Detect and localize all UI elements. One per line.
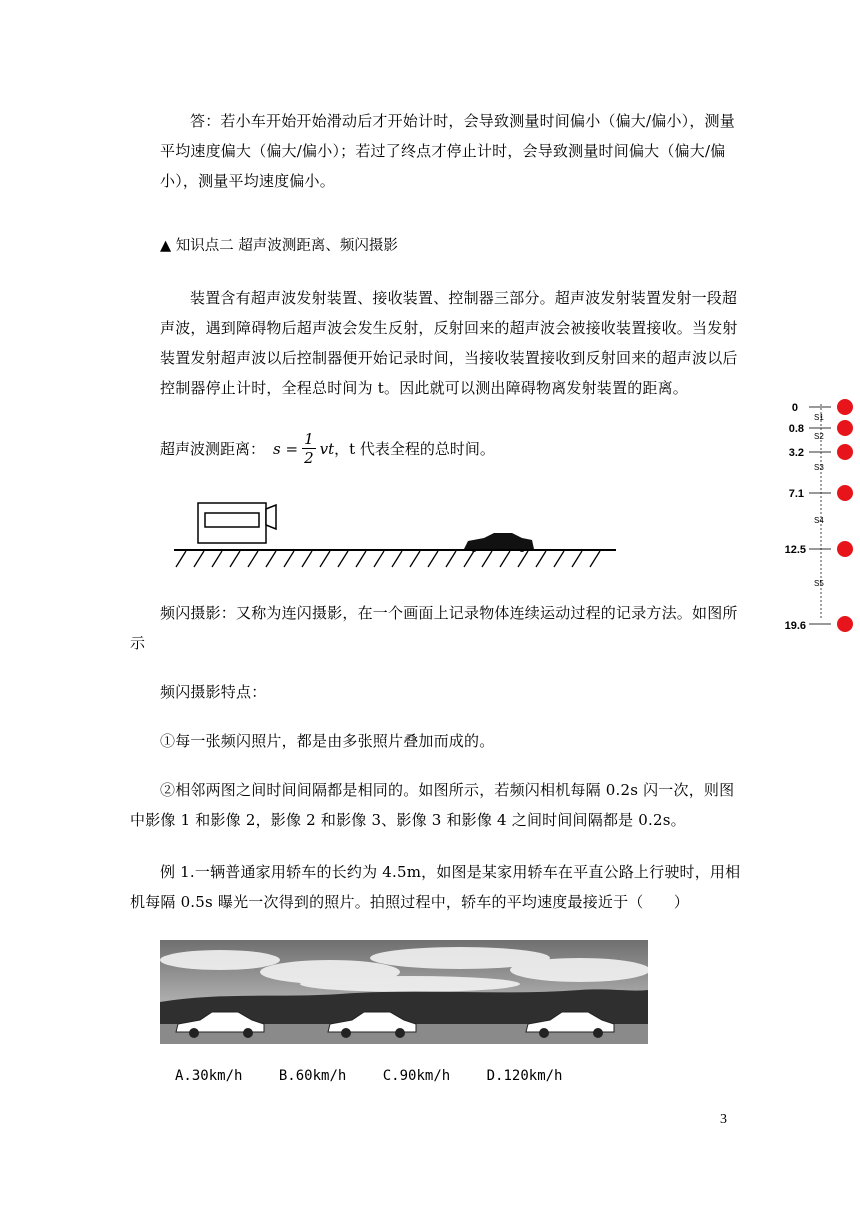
formula-lhs: s = bbox=[273, 439, 299, 458]
device-paragraph: 装置含有超声波发射装置、接收装置、控制器三部分。超声波发射装置发射一段超声波，遇到障碍物后超声波会发生反射，反射回来的超声波会被接收装置接收。当发射装置发射超声波以后控制器便开始记录时间，当接收装置接收到反射回来的超声波以后控制器停止计时，全程总时间为 t。因此就可以测出障碍物离发射装置的距离。 bbox=[160, 289, 738, 397]
ultrasonic-figure bbox=[172, 495, 618, 575]
strobe-balls bbox=[837, 399, 853, 632]
strobe-paragraph: 频闪摄影：又称为连闪摄影，在一个画面上记录物体连续运动过程的记录方法。如图所示 bbox=[130, 604, 738, 652]
example-question: 例 1.一辆普通家用轿车的长约为 4.5m，如图是某家用轿车在平直公路上行驶时，用相机每隔 0.5s 曝光一次得到的照片。拍照过程中，轿车的平均速度最接近于（ ） bbox=[130, 863, 741, 911]
formula-suffix: ，t 代表全程的总时间。 bbox=[334, 440, 495, 458]
position-label-4: 12.5 bbox=[784, 544, 806, 556]
ground-hatching bbox=[176, 551, 600, 567]
strobe-ball bbox=[837, 444, 853, 460]
feature-item-1: ①每一张频闪照片，都是由多张照片叠加而成的。 bbox=[160, 732, 495, 750]
strobe-ball bbox=[837, 485, 853, 501]
position-label-5: 19.6 bbox=[784, 620, 806, 632]
option-b[interactable]: B.60km/h bbox=[278, 1068, 347, 1084]
segment-label-5: S5 bbox=[814, 579, 824, 588]
features-title: 频闪摄影特点： bbox=[160, 683, 267, 701]
formula-numerator: 1 bbox=[304, 430, 314, 448]
formula-prefix: 超声波测距离： bbox=[160, 440, 266, 458]
formula-fraction bbox=[302, 430, 316, 467]
formula-denominator: 2 bbox=[304, 449, 314, 467]
ultrasonic-device bbox=[198, 503, 276, 543]
car-strobe-photo bbox=[160, 940, 648, 1044]
segment-label-2: S2 bbox=[814, 432, 824, 441]
position-label-0: 0 bbox=[791, 402, 798, 414]
answer-paragraph: 答：若小车开始开始滑动后才开始计时，会导致测量时间偏小（偏大/偏小），测量平均速度偏大（偏大/偏小）；若过了终点才停止计时，会导致测量时间偏大（偏大/偏小），测量平均速度偏小。 bbox=[160, 112, 735, 190]
strobe-ball bbox=[837, 541, 853, 557]
segment-label-3: S3 bbox=[814, 463, 824, 472]
position-label-1: 0.8 bbox=[788, 423, 804, 435]
strobe-ball bbox=[837, 420, 853, 436]
formula-rhs: vt bbox=[319, 439, 335, 458]
option-c[interactable]: C.90km/h bbox=[382, 1068, 451, 1084]
segment-label-1: S1 bbox=[814, 413, 824, 422]
feature-item-2: ②相邻两图之间时间间隔都是相同的。如图所示，若频闪相机每隔 0.2s 闪一次，则图中影像 1 和影像 2，影像 2 和影像 3、影像 3 和影像 4 之间时间间隔都是 0.2s。 bbox=[130, 781, 735, 829]
section-heading: ▲ 知识点二 超声波测距离、频闪摄影 bbox=[160, 238, 398, 254]
segment-label-4: S4 bbox=[814, 516, 824, 525]
answer-options bbox=[175, 1068, 590, 1084]
strobe-ball-figure bbox=[776, 396, 858, 636]
position-label-2: 3.2 bbox=[788, 447, 804, 459]
option-a[interactable]: A.30km/h bbox=[175, 1068, 243, 1084]
option-d[interactable]: D.120km/h bbox=[486, 1068, 563, 1084]
page-number: 3 bbox=[720, 1112, 727, 1127]
position-label-3: 7.1 bbox=[788, 488, 804, 500]
strobe-ball bbox=[837, 399, 853, 415]
strobe-ball bbox=[837, 616, 853, 632]
distance-formula bbox=[160, 430, 495, 467]
